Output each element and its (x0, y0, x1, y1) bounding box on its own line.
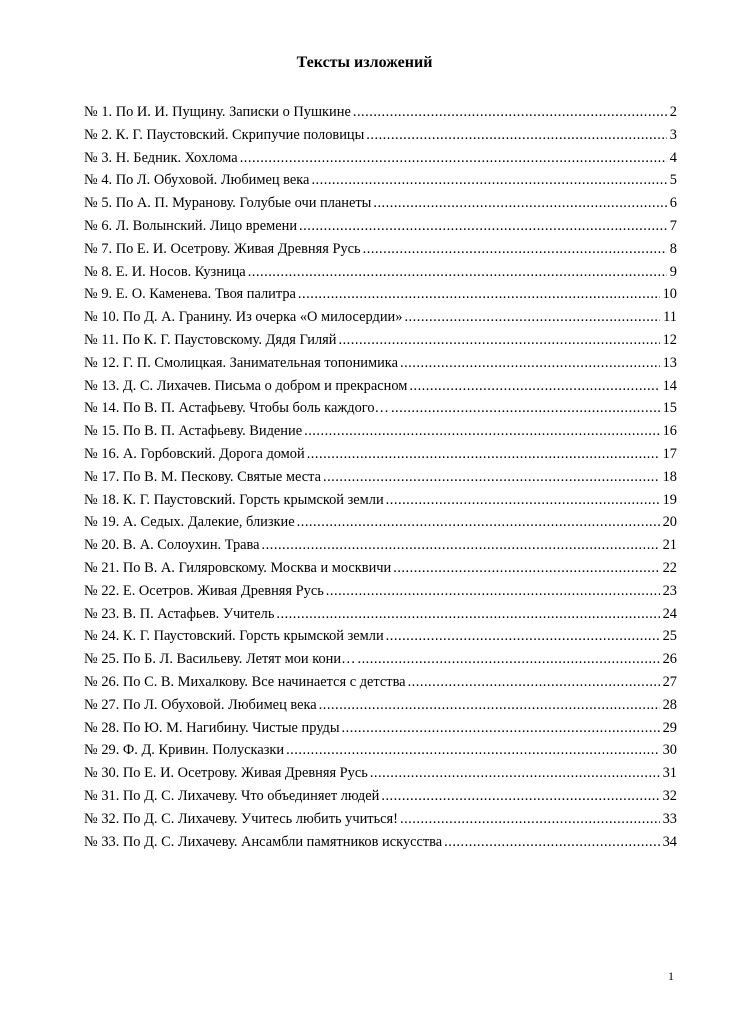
toc-entry[interactable] (84, 283, 677, 306)
toc-dot-leader (338, 329, 659, 352)
toc-entry-page: 33 (662, 810, 677, 827)
toc-entry-page: 7 (669, 217, 677, 234)
toc-entry-title: № 3. Н. Бедник. Хохлома (84, 149, 238, 166)
toc-dot-leader (311, 169, 666, 192)
toc-entry-page: 2 (669, 104, 677, 120)
toc-entry-title: № 10. По Д. А. Гранину. Из очерка «О милосердии» (84, 309, 403, 326)
toc-entry[interactable] (84, 511, 677, 534)
toc-entry-title: № 23. В. П. Астафьев. Учитель (84, 605, 275, 622)
toc-entry[interactable] (84, 101, 677, 124)
toc-entry-page: 29 (662, 719, 677, 736)
toc-dot-leader (357, 648, 659, 671)
toc-dot-leader (323, 466, 660, 489)
toc-entry-title: № 28. По Ю. М. Нагибину. Чистые пруды (84, 719, 340, 736)
toc-entry[interactable] (84, 739, 677, 762)
toc-entry-page: 6 (669, 195, 677, 212)
toc-entry-title: № 9. Е. О. Каменева. Твоя палитра (84, 286, 296, 303)
toc-entry-page: 14 (662, 377, 677, 394)
toc-entry-page: 21 (662, 537, 677, 554)
toc-dot-leader (370, 762, 660, 785)
toc-entry-title: № 16. А. Горбовский. Дорога домой (84, 445, 305, 462)
toc-entry-title: № 5. По А. П. Муранову. Голубые очи планеты (84, 195, 372, 212)
toc-dot-leader (353, 101, 667, 124)
toc-entry-page: 16 (662, 423, 677, 440)
toc-entry-title: № 32. По Д. С. Лихачеву. Учитесь любить учиться! (84, 810, 398, 827)
toc-entry[interactable] (84, 397, 677, 420)
toc-entry[interactable] (84, 671, 677, 694)
toc-dot-leader (262, 534, 660, 557)
toc-entry-page: 3 (669, 126, 677, 143)
toc-entry-title: № 19. А. Седых. Далекие, близкие (84, 514, 295, 531)
toc-entry-title: № 14. По В. П. Астафьеву. Чтобы боль каждого… (84, 400, 389, 417)
toc-entry[interactable] (84, 352, 677, 375)
toc-entry-title: № 22. Е. Осетров. Живая Древняя Русь (84, 582, 324, 599)
toc-entry[interactable] (84, 717, 677, 740)
toc-entry[interactable] (84, 580, 677, 603)
toc-entry-page: 32 (662, 787, 677, 804)
toc-entry-title: № 26. По С. В. Михалкову. Все начинается с детства (84, 673, 406, 690)
toc-entry-title: № 11. По К. Г. Паустовскому. Дядя Гиляй (84, 331, 337, 348)
toc-entry[interactable] (84, 831, 677, 854)
toc-entry-page: 19 (662, 491, 677, 508)
toc-entry-title: № 29. Ф. Д. Кривин. Полусказки (84, 742, 285, 759)
toc-entry[interactable] (84, 625, 677, 648)
toc-entry-title: № 17. По В. М. Пескову. Святые места (84, 468, 321, 485)
toc-entry[interactable] (84, 785, 677, 808)
toc-entry-title: № 18. К. Г. Паустовский. Горсть крымской земли (84, 491, 384, 508)
toc-entry-page: 17 (662, 445, 677, 462)
toc-dot-leader (366, 124, 667, 147)
toc-entry[interactable] (84, 603, 677, 626)
toc-entry-page: 13 (662, 354, 677, 371)
toc-dot-leader (307, 443, 660, 466)
toc-entry-page: 27 (662, 673, 677, 690)
toc-entry-title: № 13. Д. С. Лихачев. Письма о добром и прекрасном (84, 377, 408, 394)
toc-entry-title: № 20. В. А. Солоухин. Трава (84, 537, 260, 554)
toc-dot-leader (298, 283, 660, 306)
toc-dot-leader (299, 215, 667, 238)
table-of-contents (84, 101, 677, 853)
toc-entry-page: 31 (662, 765, 677, 782)
toc-dot-leader (240, 147, 667, 170)
toc-dot-leader (408, 671, 660, 694)
toc-entry[interactable] (84, 420, 677, 443)
toc-entry-page: 22 (662, 559, 677, 576)
toc-entry-page: 4 (669, 149, 677, 166)
toc-entry[interactable] (84, 238, 677, 261)
toc-entry-title: № 7. По Е. И. Осетрову. Живая Древняя Русь (84, 240, 361, 257)
toc-entry-title: № 30. По Е. И. Осетрову. Живая Древняя Русь (84, 765, 368, 782)
toc-dot-leader (400, 808, 660, 831)
toc-entry[interactable] (84, 694, 677, 717)
toc-entry[interactable] (84, 808, 677, 831)
toc-dot-leader (404, 306, 660, 329)
toc-entry-title: № 4. По Л. Обуховой. Любимец века (84, 172, 310, 189)
toc-entry-page: 28 (662, 696, 677, 713)
toc-dot-leader (444, 831, 659, 854)
toc-entry[interactable] (84, 329, 677, 352)
toc-dot-leader (276, 603, 659, 626)
toc-entry-page: 24 (662, 605, 677, 622)
toc-entry-title: № 8. Е. И. Носов. Кузница (84, 263, 246, 280)
toc-entry-title: № 12. Г. П. Смолицкая. Занимательная топонимика (84, 354, 398, 371)
toc-entry[interactable] (84, 648, 677, 671)
toc-entry-page: 11 (663, 309, 677, 326)
toc-entry-page: 20 (662, 514, 677, 531)
toc-entry[interactable] (84, 375, 677, 398)
toc-entry[interactable] (84, 261, 677, 284)
toc-entry-page: 34 (662, 833, 677, 850)
toc-entry-page: 15 (662, 400, 677, 417)
toc-entry-page: 5 (669, 172, 677, 189)
toc-entry-title: № 15. По В. П. Астафьеву. Видение (84, 423, 303, 440)
toc-dot-leader (409, 375, 659, 398)
toc-dot-leader (304, 420, 660, 443)
toc-entry-title: № 1. По И. И. Пущину. Записки о Пушкине (84, 104, 351, 120)
toc-dot-leader (400, 352, 660, 375)
toc-dot-leader (393, 557, 659, 580)
toc-entry[interactable] (84, 762, 677, 785)
toc-dot-leader (326, 580, 660, 603)
toc-entry-title: № 27. По Л. Обуховой. Любимец века (84, 696, 317, 713)
toc-entry-page: 12 (662, 331, 677, 348)
toc-entry[interactable] (84, 489, 677, 512)
toc-dot-leader (381, 785, 659, 808)
toc-entry-title: № 25. По Б. Л. Васильеву. Летят мои кони… (84, 651, 356, 668)
toc-dot-leader (363, 238, 667, 261)
toc-entry[interactable] (84, 215, 677, 238)
toc-entry-page: 26 (662, 651, 677, 668)
toc-entry-title: № 2. К. Г. Паустовский. Скрипучие половицы (84, 126, 365, 143)
toc-dot-leader (391, 397, 660, 420)
toc-entry-page: 8 (669, 240, 677, 257)
toc-dot-leader (386, 625, 660, 648)
toc-dot-leader (373, 192, 666, 215)
toc-entry-page: 10 (662, 286, 677, 303)
toc-entry-title: № 21. По В. А. Гиляровскому. Москва и москвичи (84, 559, 392, 576)
toc-entry-page: 23 (662, 582, 677, 599)
toc-entry[interactable] (84, 466, 677, 489)
toc-entry[interactable] (84, 147, 677, 170)
toc-entry-title: № 33. По Д. С. Лихачеву. Ансамбли памятников искусства (84, 833, 443, 850)
toc-dot-leader (386, 489, 660, 512)
toc-entry[interactable] (84, 443, 677, 466)
toc-dot-leader (342, 717, 660, 740)
toc-entry[interactable] (84, 306, 677, 329)
toc-entry-page: 18 (662, 468, 677, 485)
toc-dot-leader (319, 694, 660, 717)
toc-dot-leader (297, 511, 660, 534)
toc-entry[interactable] (84, 169, 677, 192)
toc-dot-leader (286, 739, 660, 762)
toc-entry[interactable] (84, 557, 677, 580)
document-title: Тексты изложений (296, 54, 433, 71)
toc-entry-title: № 31. По Д. С. Лихачеву. Что объединяет людей (84, 787, 380, 804)
toc-entry[interactable] (84, 534, 677, 557)
toc-entry[interactable] (84, 192, 677, 215)
toc-entry-page: 30 (662, 742, 677, 759)
page-number: 1 (668, 969, 674, 983)
toc-dot-leader (248, 261, 667, 284)
toc-entry-page: 9 (669, 263, 677, 280)
toc-entry[interactable] (84, 124, 677, 147)
toc-entry-page: 25 (662, 628, 677, 645)
toc-entry-title: № 6. Л. Волынский. Лицо времени (84, 217, 298, 234)
toc-entry-title: № 24. К. Г. Паустовский. Горсть крымской земли (84, 628, 384, 645)
